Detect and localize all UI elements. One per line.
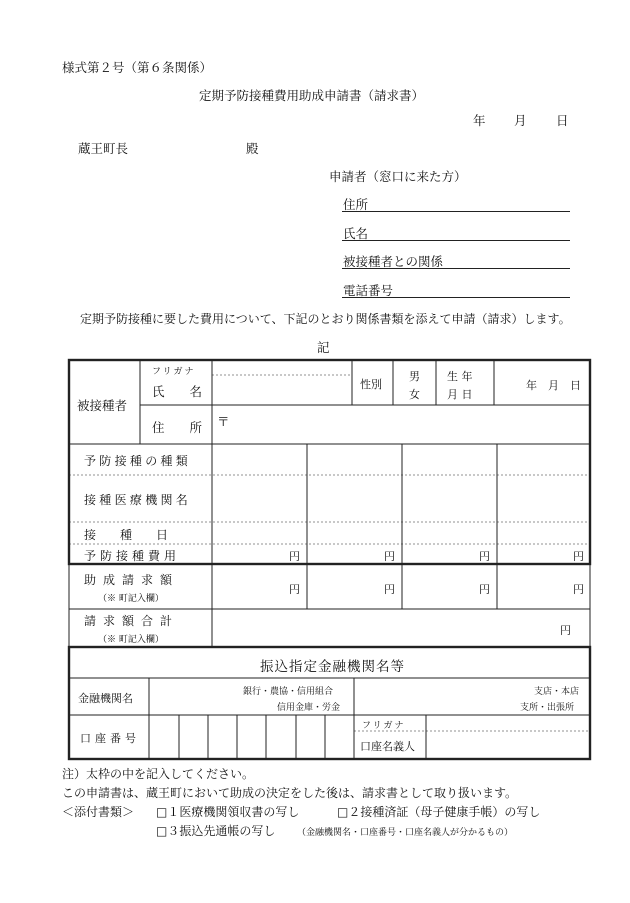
total-label: 請求額合計 [84,614,180,628]
birth-label-1: 生 年 [447,370,473,383]
account-holder-label: 口座名義人 [360,740,415,753]
subsidy-yen-4: 円 [573,583,584,596]
applicant-address-label: 住所 [343,197,369,212]
subsidy-yen-1: 円 [289,583,300,596]
ki-mark: 記 [317,340,330,355]
subsidy-yen-2: 円 [384,583,395,596]
applicant-phone-label: 電話番号 [343,283,394,298]
birth-date-field[interactable]: 年 月 日 [526,379,581,392]
attachment-item-3-note: （金融機関名・口座番号・口座名義人が分かるもの） [297,828,514,838]
date-year: 年 [473,113,486,128]
total-town-note: （※ 町記入欄） [98,635,164,645]
patient-address-label: 住 所 [152,420,203,435]
note-1: 注）太枠の中を記入してください。 [62,767,255,781]
cost-yen-2: 円 [384,550,395,563]
bank-types-2: 信用金庫・労金 [277,703,341,713]
applicant-relation-label: 被接種者との関係 [343,254,444,269]
attachment-item-2[interactable]: □２接種済証（母子健康手帳）の写し [337,805,541,819]
patient-label: 被接種者 [77,398,128,413]
furigana-label: フリガナ [152,367,196,377]
total-yen: 円 [560,624,571,637]
bank-name-label: 金融機関名 [78,692,133,705]
subsidy-yen-3: 円 [479,583,490,596]
honorific: 殿 [246,141,259,156]
applicant-heading: 申請者（窓口に来た方） [329,169,467,184]
branch-types-1: 支店・本店 [534,687,580,697]
holder-furigana-label: フリガナ [362,721,406,731]
subsidy-label: 助成請求額 [84,573,180,587]
attachments-label: ＜添付書類＞ [62,805,135,819]
account-number-label: 口座番号 [80,732,140,745]
sex-label: 性別 [360,378,382,391]
form-number: 様式第２号（第６条関係） [62,60,213,75]
birth-label-2: 月 日 [447,388,473,401]
addressee: 蔵王町長 [78,141,129,156]
branch-types-2: 支所・出張所 [520,703,575,713]
applicant-name-label: 氏名 [343,226,369,241]
patient-name-label: 氏 名 [152,384,203,399]
sex-female[interactable]: 女 [409,388,420,401]
cost-yen-3: 円 [479,550,490,563]
bank-types-1: 銀行・農協・信用組合 [243,687,334,697]
clinic-label: 接種医療機関名 [84,493,192,507]
cost-yen-1: 円 [289,550,300,563]
subsidy-town-note: （※ 町記入欄） [98,594,164,604]
document-title: 定期予防接種費用助成申請書（請求書） [199,88,425,103]
attachment-item-3[interactable]: □３振込先通帳の写し [156,824,276,838]
vaccine-type-label: 予防接種の種類 [84,454,192,468]
cost-yen-4: 円 [573,550,584,563]
bank-heading: 振込指定金融機関名等 [260,659,405,675]
attachment-item-1[interactable]: □１医療機関領収書の写し [156,805,300,819]
intro-text: 定期予防接種に要した費用について、下記のとおり関係書類を添えて申請（請求）します。 [80,312,571,326]
vaccination-date-label: 接 種 日 [84,528,169,542]
date-month: 月 [514,113,527,128]
sex-male[interactable]: 男 [409,370,420,383]
postal-mark: 〒 [217,414,230,429]
date-day: 日 [556,113,569,128]
vaccine-cost-label: 予防接種費用 [84,549,181,563]
note-2: この申請書は、蔵王町において助成の決定をした後は、請求書として取り扱います。 [62,786,518,800]
